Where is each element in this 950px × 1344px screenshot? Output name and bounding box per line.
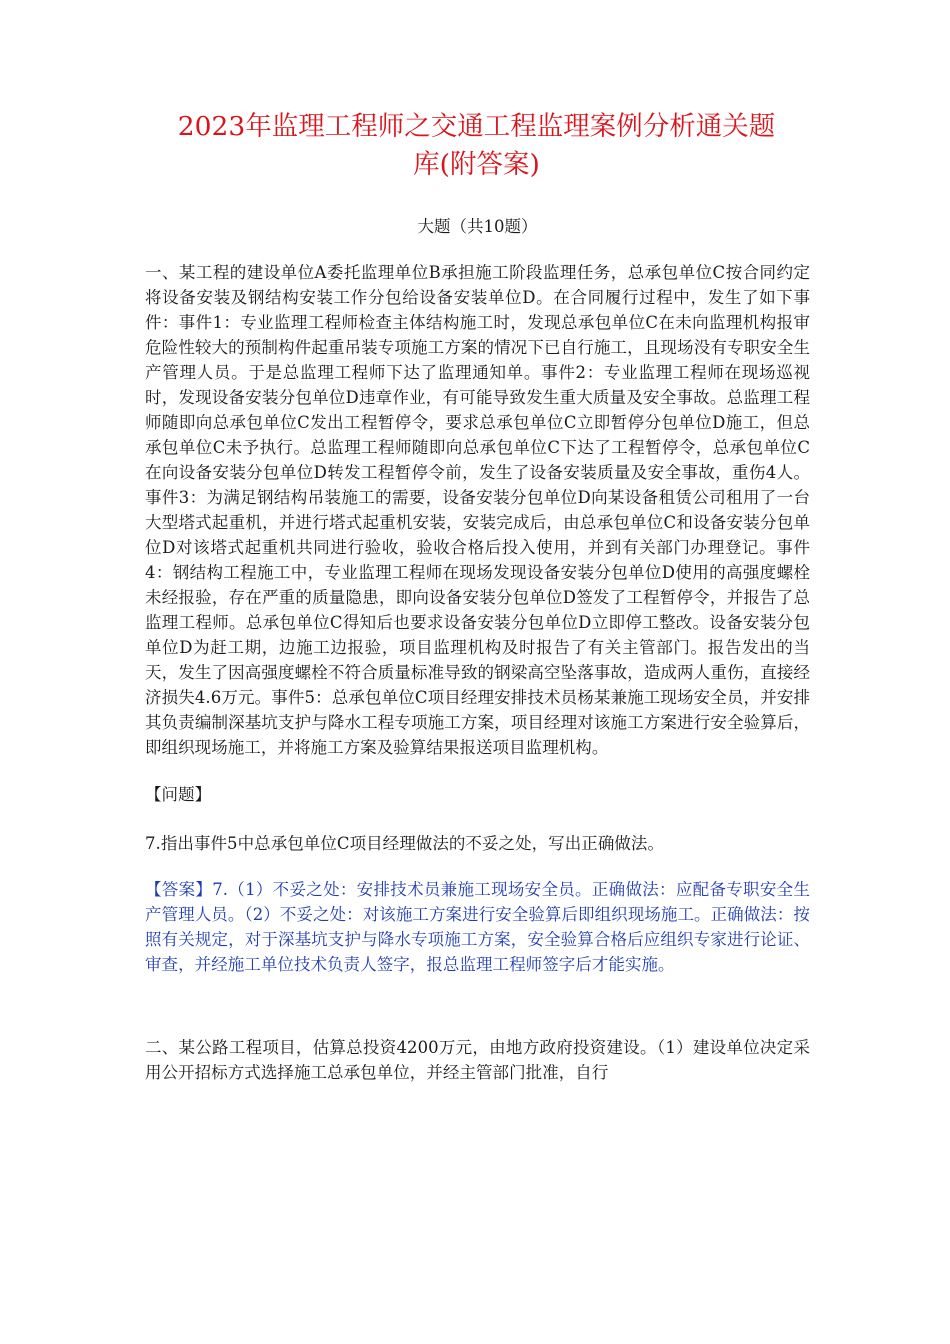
section-heading: 大题（共10题） [417, 217, 538, 236]
question-label: 【问题】 [145, 785, 212, 804]
page-title [143, 108, 810, 184]
question-7: 7.指出事件5中总承包单位C项目经理做法的不妥之处，写出正确做法。 [145, 834, 665, 853]
page-title-line-2: 库(附答案) [413, 149, 540, 180]
answer-7: 【答案】7.（1）不妥之处：安排技术员兼施工现场安全员。正确做法：应配备专职安全生产管理人员。（2）不妥之处：对该施工方案进行安全验算后即组织现场施工。正确做法：按照有关规定，对于深基坑支护与降水专项施工方案，安全验算合格后应组织专家进行论证、审查，并经施工单位技术负责人签字，报总监理工程师签字后才能实施。 [145, 880, 810, 974]
question-2-text: 二、某公路工程项目，估算总投资4200万元，由地方政府投资建设。（1）建设单位决定采用公开招标方式选择施工总承包单位，并经主管部门批准，自行 [145, 1038, 810, 1082]
page-title-line-1: 2023年监理工程师之交通工程监理案例分析通关题 [177, 111, 776, 142]
question-1-text: 一、某工程的建设单位A委托监理单位B承担施工阶段监理任务，总承包单位C按合同约定将设备安装及钢结构安装工作分包给设备安装单位D。在合同履行过程中，发生了如下事件：事件1：专业监理工程师检查主体结构施工时，发现总承包单位C在未向监理机构报审危险性较大的预制构件起重吊装专项施工方案的情况下已自行施工，且现场没有专职安全生产管理人员。于是总监理工程师下达了监理通知单。事件2：专业监理工程师在现场巡视时，发现设备安装分包单位D违章作业，有可能导致发生重大质量及安全事故。总监理工程师随即向总承包单位C发出工程暂停令，要求总承包单位C立即暂停分包单位D施工，但总承包单位C未予执行。总监理工程师随即向总承包单位C下达了工程暂停令，总承包单位C在向设备安装分包单位D转发工程暂停令前，发生了设备安装质量及安全事故，重伤4人。事件3：为满足钢结构吊装施工的需要，设备安装分包单位D向某设备租赁公司租用了一台大型塔式起重机，并进行塔式起重机安装，安装完成后，由总承包单位C和设备安装分包单位D对该塔式起重机共同进行验收，验收合格后投入使用，并到有关部门办理登记。事件4：钢结构工程施工中，专业监理工程师在现场发现设备安装分包单位D使用的高强度螺栓未经报验，存在严重的质量隐患，即向设备安装分包单位D签发了工程暂停令，并报告了总监理工程师。总承包单位C得知后也要求设备安装分包单位D立即停工整改。设备安装分包单位D为赶工期，边施工边报验，项目监理机构及时报告了有关主管部门。报告发出的当天，发生了因高强度螺栓不符合质量标准导致的钢梁高空坠落事故，造成两人重伤，直接经济损失4.6万元。事件5：总承包单位C项目经理安排技术员杨某兼施工现场安全员，并安排其负责编制深基坑支护与降水工程专项施工方案，项目经理对该施工方案进行安全验算后，即组织现场施工，并将施工方案及验算结果报送项目监理机构。 [145, 263, 810, 757]
